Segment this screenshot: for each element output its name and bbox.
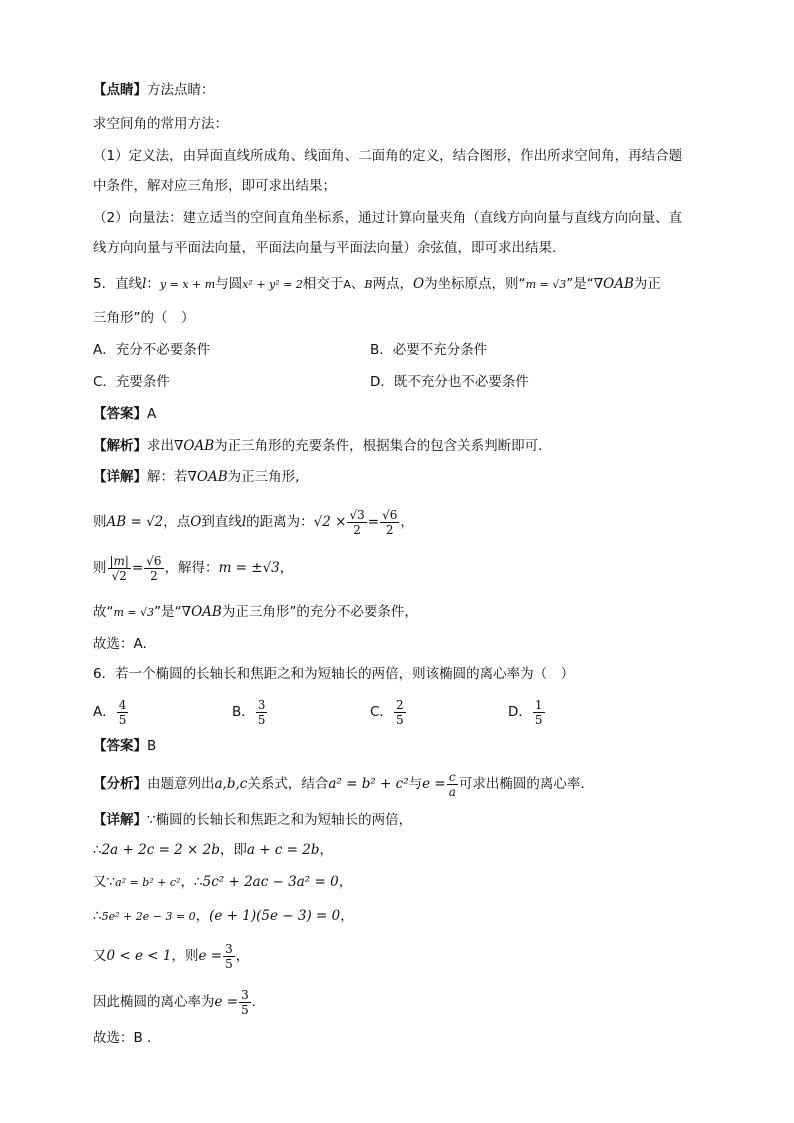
fraction: $\frac{4}{5}$ bbox=[118, 697, 127, 727]
q5-option-d: D．既不充分也不必要条件 bbox=[370, 374, 529, 390]
dianjing-line-1: 求空间角的常用方法： bbox=[93, 116, 228, 132]
q6-xiangjie-line-7: 故选：B . bbox=[93, 1030, 152, 1046]
q5-xiangjie-line-2: 则AB = √2，点O到直线l的距离为：√2 × $\frac{√3}{2}$ = $\frac{√6}{2}$ ， bbox=[93, 507, 414, 537]
fraction: $\frac{√6}{2}$ bbox=[382, 507, 398, 537]
q6-xiangjie-line-3: 又∵a² = b² + c²，∴5c² + 2ac − 3a² = 0， bbox=[93, 874, 353, 890]
q5-xiangjie-line-5: 故选：A. bbox=[93, 636, 147, 652]
q5-xiangjie-tag: 【详解】 bbox=[93, 469, 147, 485]
fraction: $\frac{3}{5}$ bbox=[257, 697, 266, 727]
q6-option-b: B． $\frac{3}{5}$ bbox=[232, 697, 266, 727]
q6-answer-tag: 【答案】 bbox=[93, 738, 147, 754]
dianjing-line-4: （2）向量法：建立适当的空间直角坐标系，通过计算向量夹角（直线方向向量与直线方向向量、直 bbox=[93, 210, 683, 226]
q6-option-c: C． $\frac{2}{5}$ bbox=[370, 697, 404, 727]
q5-circle-equation: x² + y² = 2 bbox=[242, 278, 303, 291]
q6-xiangjie-line-4: ∴5e² + 2e − 3 = 0，(e + 1)(5e − 3) = 0， bbox=[93, 908, 354, 924]
q6-xiangjie-line-5: 又0 < e < 1，则e = $\frac{3}{5}$ ， bbox=[93, 941, 250, 971]
q5-triangle: ∇OAB bbox=[593, 276, 634, 292]
dianjing-text: 方法点睛： bbox=[147, 82, 215, 98]
q5-xiangjie-line-3: 则 $\frac{|m|}{√2}$ = $\frac{√6}{2}$ ，解得：m = ±√3， bbox=[93, 553, 294, 583]
fraction: $\frac{|m|}{√2}$ bbox=[109, 553, 129, 583]
q5-jiexi-line: 【解析】求出∇OAB为正三角形的充要条件，根据集合的包含关系判断即可. bbox=[93, 438, 543, 454]
q5-xiangjie-line-1: 【详解】解：若∇OAB为正三角形, bbox=[93, 469, 300, 485]
q6-answer: B bbox=[147, 738, 157, 754]
q6-stem: 6．若一个椭圆的长轴长和焦距之和为短轴长的两倍，则该椭圆的离心率为（ ） bbox=[93, 666, 575, 682]
fraction: $\frac{3}{5}$ bbox=[241, 987, 249, 1017]
fraction: $\frac{c}{a}$ bbox=[448, 769, 456, 799]
q6-answer-line bbox=[93, 736, 156, 756]
q6-xiangjie-line-1: 【详解】∵椭圆的长轴长和焦距之和为短轴长的两倍， bbox=[93, 812, 413, 828]
q6-xiangjie-tag: 【详解】 bbox=[93, 812, 147, 828]
q5-option-a: A．充分不必要条件 bbox=[93, 342, 211, 358]
q5-stem-line-1: 5．直线l：y = x + m与圆x² + y² = 2相交于A、B两点，O为坐标原点，则“m = √3”是“∇OAB为正 bbox=[93, 276, 661, 292]
q5-jiexi-tag: 【解析】 bbox=[93, 438, 147, 454]
fraction: $\frac{2}{5}$ bbox=[395, 697, 404, 727]
q6-option-a: A． $\frac{4}{5}$ bbox=[93, 697, 127, 727]
dianjing-tag: 【点睛】 bbox=[93, 82, 147, 98]
q5-answer: A bbox=[147, 406, 157, 422]
q6-xiangjie-line-2: ∴2a + 2c = 2 × 2b，即a + c = 2b， bbox=[93, 842, 334, 858]
dianjing-line-5: 线方向向量与平面法向量，平面法向量与平面法向量）余弦值，即可求出结果. bbox=[93, 240, 557, 256]
q5-answer-tag: 【答案】 bbox=[93, 406, 147, 422]
fraction: $\frac{√6}{2}$ bbox=[146, 553, 162, 583]
fraction: $\frac{√3}{2}$ bbox=[349, 507, 365, 537]
q5-option-c: C．充要条件 bbox=[93, 374, 170, 390]
dianjing-line-3: 中条件，解对应三角形，即可求出结果； bbox=[93, 178, 336, 194]
q5-answer-line bbox=[93, 404, 156, 424]
q5-xiangjie-line-4: 故“m = √3”是“∇OAB为正三角形”的充分不必要条件， bbox=[93, 604, 418, 620]
dianjing-line-2: （1）定义法，由异面直线所成角、线面角、二面角的定义，结合图形，作出所求空间角，再结合题 bbox=[93, 148, 683, 164]
q5-line-equation: y = x + m bbox=[159, 278, 216, 291]
q6-option-d: D． $\frac{1}{5}$ bbox=[508, 697, 543, 727]
q5-condition: m = √3 bbox=[525, 278, 567, 291]
q5-option-b: B．必要不充分条件 bbox=[370, 342, 488, 358]
fraction: $\frac{3}{5}$ bbox=[225, 941, 233, 971]
q6-xiangjie-line-6: 因此椭圆的离心率为e = $\frac{3}{5}$ . bbox=[93, 987, 257, 1017]
q6-fenxi-tag: 【分析】 bbox=[93, 776, 147, 792]
dianjing-line bbox=[93, 80, 215, 100]
q5-stem-line-2: 三角形”的（ ） bbox=[93, 310, 195, 326]
q6-fenxi-line: 【分析】由题意列出a,b,c关系式，结合a² = b² + c²与e = $\frac{c}{a}$ 可求出椭圆的离心率. bbox=[93, 769, 585, 799]
fraction: $\frac{1}{5}$ bbox=[534, 697, 543, 727]
